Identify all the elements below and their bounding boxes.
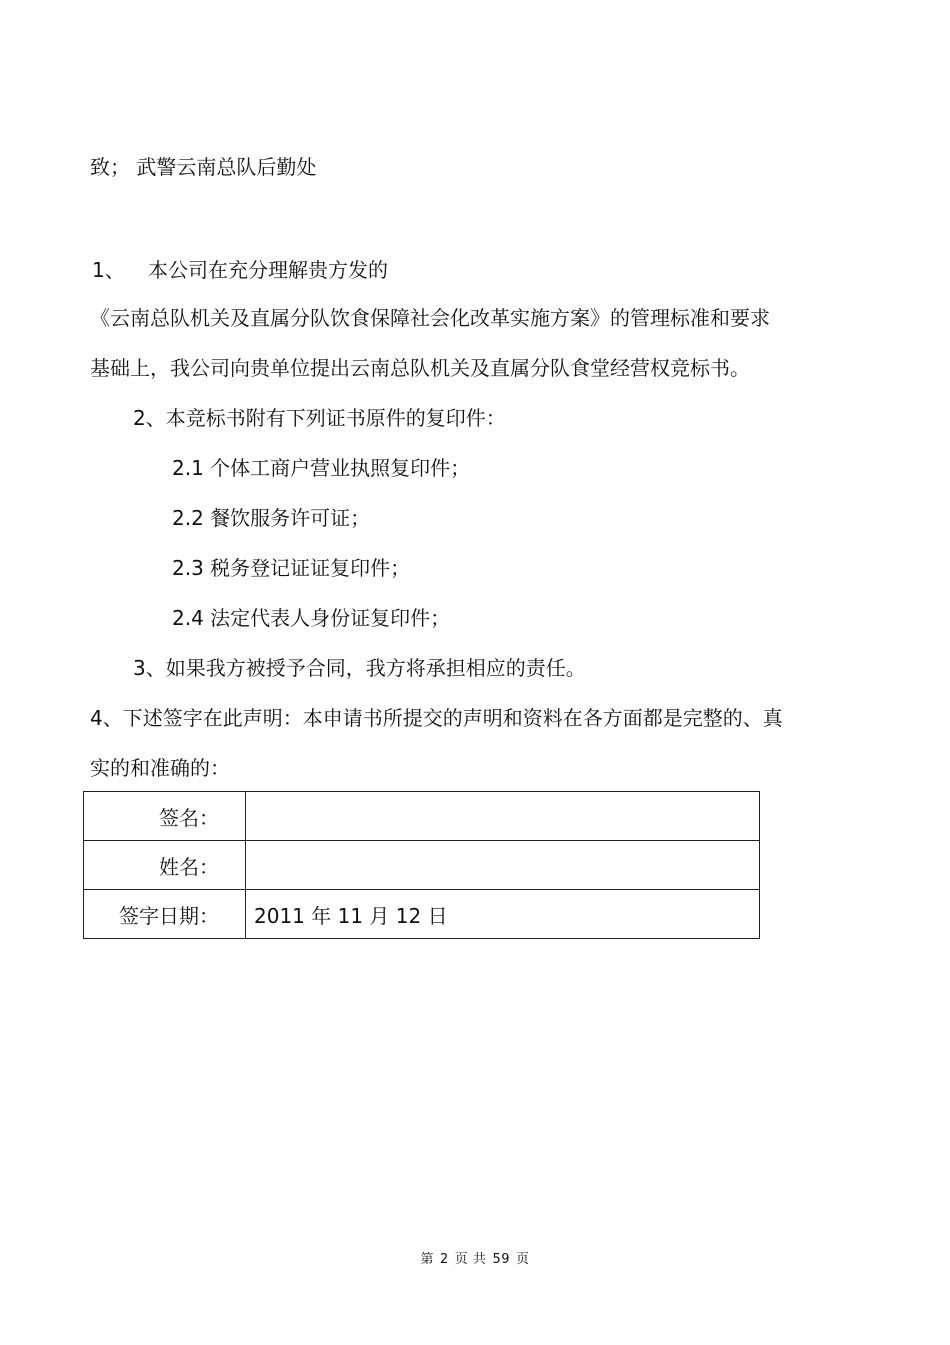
footer-page-number: 2 [440, 1252, 449, 1267]
table-row [84, 792, 760, 841]
page-footer [0, 1248, 950, 1267]
paragraph-1-number: 1、 [92, 258, 125, 282]
table-row [84, 841, 760, 890]
paragraph-2: 2、本竞标书附有下列证书原件的复印件： [133, 406, 506, 430]
footer-suffix: 页 [515, 1252, 530, 1267]
paragraph-4-line-1: 4、下述签字在此声明：本申请书所提交的声明和资料在各方面都是完整的、真 [90, 706, 783, 730]
list-item: 2.2 餐饮服务许可证； [172, 506, 371, 530]
table-row [84, 890, 760, 939]
list-item: 2.4 法定代表人身份证复印件； [172, 606, 451, 630]
footer-prefix: 第 [420, 1252, 435, 1267]
paragraph-1-line-2: 《云南总队机关及直属分队饮食保障社会化改革实施方案》的管理标准和要求 [90, 306, 770, 330]
paragraph-1-line-3: 基础上，我公司向贵单位提出云南总队机关及直属分队食堂经营权竞标书。 [90, 356, 750, 380]
list-item: 2.3 税务登记证证复印件； [172, 556, 411, 580]
name-label: 姓名： [84, 841, 246, 890]
name-value [246, 841, 760, 890]
addressee: 致； 武警云南总队后勤处 [90, 155, 317, 179]
list-item: 2.1 个体工商户营业执照复印件； [172, 456, 471, 480]
signature-label: 签名： [84, 792, 246, 841]
signature-value [246, 792, 760, 841]
sign-date-value: 2011 年 11 月 12 日 [246, 890, 760, 939]
footer-total-pages: 59 [492, 1252, 510, 1267]
paragraph-4-line-2: 实的和准确的： [90, 756, 230, 780]
paragraph-1-line-1: 本公司在充分理解贵方发的 [148, 258, 388, 282]
signature-table [83, 791, 760, 939]
sign-date-label: 签字日期： [84, 890, 246, 939]
paragraph-3: 3、如果我方被授予合同，我方将承担相应的责任。 [133, 656, 586, 680]
footer-mid: 页 共 [454, 1252, 487, 1267]
